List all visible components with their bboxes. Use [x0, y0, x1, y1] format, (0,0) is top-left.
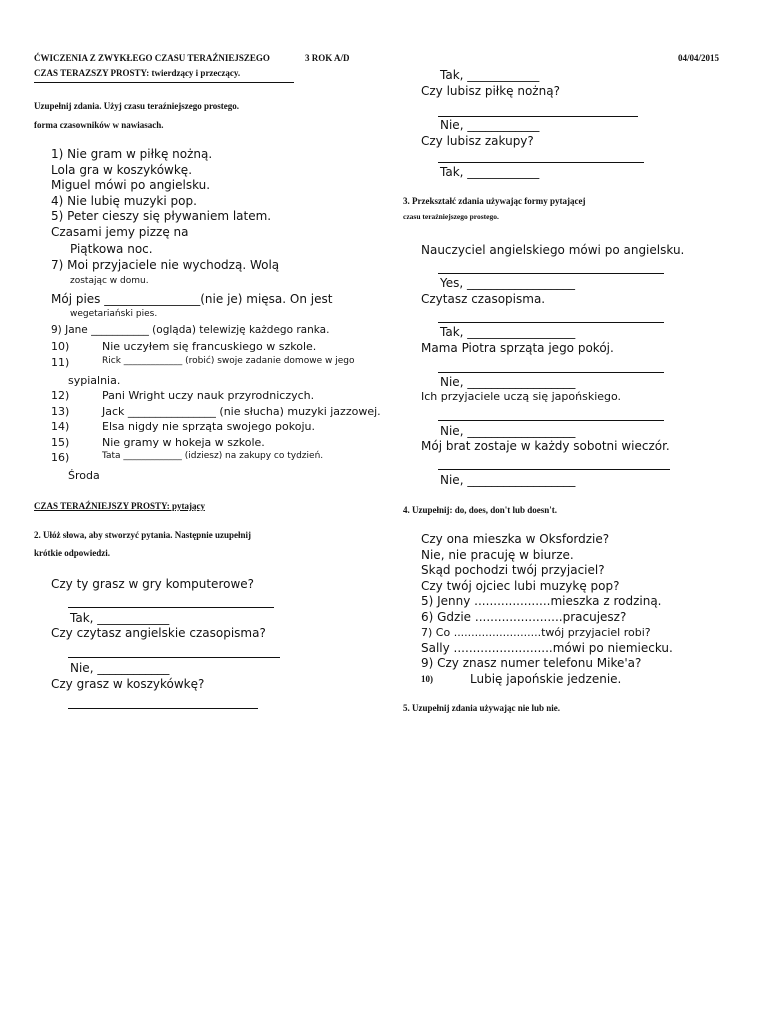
ex3-answer-line-3	[438, 372, 664, 373]
ex2-question-2: Czy czytasz angielskie czasopisma?	[51, 626, 266, 640]
ex4-line-6: 6) Gdzie .......................pracujesz?	[421, 610, 627, 624]
ex2-instruction-line2: krótkie odpowiedzi.	[34, 548, 111, 558]
ex3-answer-line-5	[438, 469, 670, 470]
ex2-instruction-line1: 2. Ułóż słowa, aby stworzyć pytania. Następnie uzupełnij	[34, 530, 252, 540]
ex5-instruction: 5. Uzupełnij zdania używając nie lub nie.	[403, 703, 561, 713]
ex1-line-6: Czasami jemy pizzę na	[51, 225, 189, 239]
ex1-line-1: 1) Nie gram w piłkę nożną.	[51, 147, 213, 161]
ex3-instruction-line1: 3. Przekształć zdania używając formy pytającej	[403, 196, 586, 206]
ex4-line-1: Czy ona mieszka w Oksfordzie?	[421, 532, 610, 546]
ex1-line-2: Lola gra w koszykówkę.	[51, 163, 193, 177]
ex2-answer-line-5	[438, 162, 644, 163]
ex1-line-18: Elsa nigdy nie sprząta swojego pokoju.	[102, 420, 316, 433]
ex1-instruction-line1: Uzupełnij zdania. Użyj czasu teraźniejszego prostego.	[34, 101, 240, 111]
heading-underline	[34, 82, 294, 83]
ex3-short-answer-4: Nie, __________________	[440, 424, 576, 438]
ex4-line-5: 5) Jenny ....................mieszka z rodziną.	[421, 594, 662, 608]
ex3-short-answer-5: Nie, __________________	[440, 473, 576, 487]
ex1-line-16: Pani Wright uczy nauk przyrodniczych.	[102, 389, 315, 402]
ex1-line-10: Mój pies ________________(nie je) mięsa. On jest	[51, 292, 333, 306]
ex1-num-14: 14)	[51, 420, 70, 433]
ex4-line-7: 7) Co .........................twój przyjaciel robi?	[421, 626, 651, 639]
ex3-sentence-2: Czytasz czasopisma.	[421, 292, 546, 306]
ex1-line-12: 9) Jane ___________ (ogląda) telewizję każdego ranka.	[51, 324, 330, 336]
ex4-line-9: 9) Czy znasz numer telefonu Mike'a?	[421, 656, 642, 670]
worksheet-title: ĆWICZENIA Z ZWYKŁEGO CZASU TERAŹNIEJSZEGO	[34, 53, 270, 63]
ex1-num-13: 13)	[51, 405, 70, 418]
ex2-question-3: Czy grasz w koszykówkę?	[51, 677, 205, 691]
ex1-line-20: Tata _____________ (idziesz) na zakupy co tydzień.	[102, 451, 324, 461]
ex1-num-11: 11)	[51, 356, 70, 369]
worksheet-date: 04/04/2015	[678, 53, 720, 63]
ex1-num-16: 16)	[51, 451, 70, 464]
class-label: 3 ROK A/D	[305, 53, 350, 63]
ex2-short-answer-2: Nie, ____________	[70, 661, 170, 675]
ex2-question-1: Czy ty grasz w gry komputerowe?	[51, 577, 255, 591]
ex3-answer-line-2	[438, 322, 664, 323]
ex1-line-5: 5) Peter cieszy się pływaniem latem.	[51, 209, 272, 223]
ex4-line-8: Sally ..........................mówi po niemiecku.	[421, 641, 673, 655]
ex3-answer-line-1	[438, 273, 664, 274]
ex1-line-19: Nie gramy w hokeja w szkole.	[102, 436, 265, 449]
ex4-num-10: 10)	[421, 674, 433, 684]
ex4-line-3: Skąd pochodzi twój przyjaciel?	[421, 563, 605, 577]
ex2-answer-line-4	[438, 116, 638, 117]
ex4-line-4: Czy twój ojciec lubi muzykę pop?	[421, 579, 620, 593]
ex3-answer-line-4	[438, 420, 664, 421]
ex3-sentence-3: Mama Piotra sprząta jego pokój.	[421, 341, 614, 355]
ex3-short-answer-2: Tak, __________________	[440, 325, 576, 339]
ex1-line-21: Środa	[68, 469, 100, 482]
ex1-line-11: wegetariański pies.	[70, 309, 158, 319]
ex2-answer-line-2	[68, 657, 280, 658]
ex3-sentence-4: Ich przyjaciele uczą się japońskiego.	[421, 390, 622, 403]
ex1-line-14: Rick _____________ (robić) swoje zadanie domowe w jego	[102, 356, 355, 366]
ex1-line-17: Jack ________________ (nie słucha) muzyki jazzowej.	[102, 405, 381, 418]
ex2-short-answer-1: Tak, ____________	[70, 611, 170, 625]
ex3-sentence-1: Nauczyciel angielskiego mówi po angielsku.	[421, 243, 685, 257]
ex3-short-answer-3: Nie, __________________	[440, 375, 576, 389]
ex1-line-8: 7) Moi przyjaciele nie wychodzą. Wolą	[51, 258, 280, 272]
ex4-instruction: 4. Uzupełnij: do, does, don't lub doesn't.	[403, 505, 558, 515]
ex1-num-15: 15)	[51, 436, 70, 449]
ex1-line-7: Piątkowa noc.	[70, 242, 153, 256]
ex1-line-13: Nie uczyłem się francuskiego w szkole.	[102, 340, 317, 353]
section-heading-1: CZAS TERAZSZY PROSTY: twierdzący i przeczący.	[34, 68, 241, 78]
ex4-line-10: Lubię japońskie jedzenie.	[470, 672, 622, 686]
ex3-instruction-line2: czasu teraźniejszego prostego.	[403, 212, 499, 221]
ex2-answer-line-1	[68, 607, 274, 608]
ex2-short-answer-3: Tak, ____________	[440, 68, 540, 82]
ex1-num-12: 12)	[51, 389, 70, 402]
ex3-short-answer-1: Yes, __________________	[440, 276, 575, 290]
ex1-instruction-line2: forma czasowników w nawiasach.	[34, 120, 164, 130]
ex1-num-10: 10)	[51, 340, 70, 353]
ex2-question-4: Czy lubisz piłkę nożną?	[421, 84, 560, 98]
ex4-line-2: Nie, nie pracuję w biurze.	[421, 548, 574, 562]
ex2-short-answer-5: Tak, ____________	[440, 165, 540, 179]
ex1-line-15: sypialnia.	[68, 374, 121, 387]
ex1-line-9: zostając w domu.	[70, 276, 149, 286]
ex3-sentence-5: Mój brat zostaje w każdy sobotni wieczór.	[421, 439, 670, 453]
ex1-line-3: Miguel mówi po angielsku.	[51, 178, 211, 192]
section-heading-2: CZAS TERAŹNIEJSZY PROSTY: pytający	[34, 501, 205, 511]
ex2-short-answer-4: Nie, ____________	[440, 118, 540, 132]
ex2-answer-line-3	[68, 708, 258, 709]
ex2-question-5: Czy lubisz zakupy?	[421, 134, 534, 148]
ex1-line-4: 4) Nie lubię muzyki pop.	[51, 194, 197, 208]
